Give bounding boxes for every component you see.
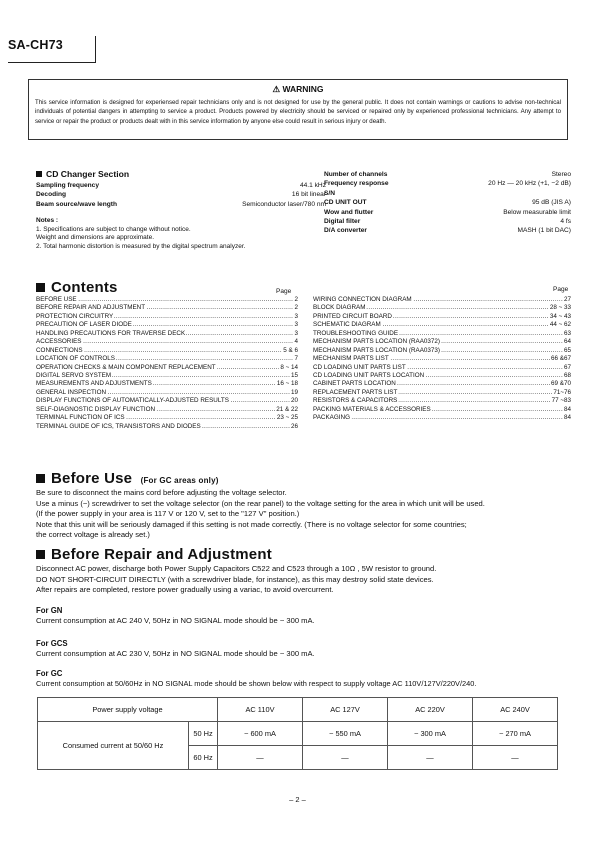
toc-item-title: PROTECTION CIRCUITRY <box>36 312 114 320</box>
toc-item-title: PACKING MATERIALS & ACCESSORIES <box>313 405 431 413</box>
spec-list-right <box>324 170 571 236</box>
contents-heading <box>36 279 118 296</box>
spec-key: Sampling frequency <box>36 182 100 189</box>
toc-item-page: 84 <box>563 414 571 422</box>
toc-item <box>313 296 571 304</box>
toc-item-title: SELF-DIAGNOSTIC DISPLAY FUNCTION <box>36 405 156 413</box>
toc-item-page: 71~76 <box>553 388 571 396</box>
toc-item-page: 4 <box>294 338 298 346</box>
table-cell: ~ 300 mA <box>388 722 473 746</box>
toc-item-page: 16 ~ 18 <box>276 380 298 388</box>
spec-notes <box>36 217 326 251</box>
toc-item <box>313 397 571 405</box>
toc-item <box>36 406 298 414</box>
spec-row <box>36 190 326 199</box>
header-rule-vertical <box>95 36 96 62</box>
header-rule-horizontal <box>8 62 96 63</box>
toc-item <box>36 355 298 363</box>
table-header-label: Power supply voltage <box>38 698 218 722</box>
spec-key: D/A converter <box>324 227 367 235</box>
paragraph-line: DO NOT SHORT-CIRCUIT DIRECTLY (with a screwdriver blade, for instance), as this may destroy solid state devices. <box>36 574 434 584</box>
toc-item-page: 77 ~83 <box>551 397 571 405</box>
toc-item-title: CABINET PARTS LOCATION <box>313 380 396 388</box>
toc-item <box>313 389 571 397</box>
spec-value: MASH (1 bit DAC) <box>517 227 571 235</box>
toc-item-title: ACCESSORIES <box>36 338 82 346</box>
toc-item-title: CONNECTIONS <box>36 346 83 354</box>
page-number: – 2 – <box>289 795 306 804</box>
toc-item-page: 5 & 6 <box>283 346 298 354</box>
toc-list-right <box>313 296 571 423</box>
paragraph-line: the correct voltage is already set.) <box>36 530 150 540</box>
note-line: Weight and dimensions are approximate. <box>36 234 155 242</box>
toc-item <box>36 380 298 388</box>
table-row <box>38 722 558 746</box>
toc-item <box>36 364 298 372</box>
spec-row <box>324 170 571 179</box>
toc-item-title: SCHEMATIC DIAGRAM <box>313 321 381 329</box>
toc-item <box>313 406 571 414</box>
toc-item-page: 2 <box>294 296 298 303</box>
toc-item <box>313 372 571 380</box>
toc-item-title: OPERATION CHECKS & MAIN COMPONENT REPLACEMENT <box>36 363 216 371</box>
spec-row <box>36 200 326 209</box>
toc-item-title: TERMINAL FUNCTION OF ICS <box>36 414 125 422</box>
toc-item-page: 21 & 22 <box>276 405 298 413</box>
toc-item-title: MECHANISM PARTS LIST <box>313 355 389 363</box>
spec-key: Decoding <box>36 191 67 199</box>
toc-item <box>36 313 298 321</box>
toc-item-title: WIRING CONNECTION DIAGRAM <box>313 296 412 303</box>
toc-item <box>36 321 298 329</box>
toc-item <box>313 364 571 372</box>
toc-item <box>36 372 298 380</box>
spec-row <box>324 208 571 217</box>
toc-item-page: 7 <box>294 355 298 363</box>
table-cell: — <box>218 746 303 770</box>
bullet-square-icon <box>36 474 45 483</box>
toc-item-page: 28 ~ 33 <box>549 304 571 312</box>
toc-item-title: DISPLAY FUNCTIONS OF AUTOMATICALLY-ADJUSTED RESULTS <box>36 397 229 405</box>
toc-item <box>313 321 571 329</box>
table-cell: — <box>388 746 473 770</box>
toc-item-page: 69 &70 <box>551 380 571 388</box>
table-header-voltage: AC 220V <box>388 698 473 722</box>
toc-item-page: 34 ~ 43 <box>549 312 571 320</box>
toc-item-title: MECHANISM PARTS LOCATION (RAA0373) <box>313 346 441 354</box>
toc-item <box>36 423 298 431</box>
toc-item <box>36 347 298 355</box>
spec-value: 95 dB (JIS A) <box>532 199 571 207</box>
spec-key: Digital filter <box>324 218 361 225</box>
toc-item-page: 2 <box>294 304 298 312</box>
spec-list-left <box>36 181 326 211</box>
toc-item-title: TROUBLESHOOTING GUIDE <box>313 329 399 337</box>
toc-item <box>313 313 571 321</box>
gcs-heading: For GCS <box>36 639 68 648</box>
table-header-voltage: AC 127V <box>303 698 388 722</box>
spec-value: 44.1 kHz <box>299 182 326 189</box>
toc-item-page: 64 <box>563 338 571 346</box>
table-cell: ~ 270 mA <box>473 722 558 746</box>
toc-item-title: BEFORE REPAIR AND ADJUSTMENT <box>36 304 146 312</box>
toc-item-page: 19 <box>290 388 298 396</box>
spec-value: 16 bit linear <box>291 191 326 199</box>
spec-value: Semiconductor laser/780 nm <box>242 200 326 208</box>
bullet-square-icon <box>36 171 42 177</box>
spec-row <box>324 198 571 207</box>
toc-item-page: 68 <box>563 371 571 379</box>
toc-item-page: 27 <box>563 296 571 303</box>
model-title: SA-CH73 <box>8 38 63 52</box>
bullet-square-icon <box>36 283 45 292</box>
spec-row <box>324 189 571 198</box>
toc-item-title: DIGITAL SERVO SYSTEM <box>36 371 112 379</box>
toc-item-page: 26 <box>290 422 298 430</box>
gn-text: Current consumption at AC 240 V, 50Hz in NO SIGNAL mode should be ~ 300 mA. <box>36 616 315 625</box>
current-consumption-table <box>37 697 558 770</box>
table-cell: ~ 600 mA <box>218 722 303 746</box>
toc-item-title: PRINTED CIRCUIT BOARD <box>313 312 392 320</box>
spec-value: 4 fs <box>560 218 571 225</box>
toc-item <box>36 330 298 338</box>
spec-value: 20 Hz — 20 kHz (+1, −2 dB) <box>488 180 571 188</box>
paragraph-line: Disconnect AC power, discharge both Power Supply Capacitors C522 and C523 through a 10Ω , 5W resistor to ground. <box>36 564 437 573</box>
before-use-text <box>36 488 576 541</box>
toc-item <box>36 397 298 405</box>
toc-item-page: 63 <box>563 329 571 337</box>
toc-item-title: CD LOADING UNIT PARTS LOCATION <box>313 371 425 379</box>
toc-item-title: HANDLING PRECAUTIONS FOR TRAVERSE DECK <box>36 329 186 337</box>
table-header-voltage: AC 110V <box>218 698 303 722</box>
toc-item-page: 3 <box>294 321 298 329</box>
toc-item-page: 67 <box>563 363 571 371</box>
gcs-text: Current consumption at AC 230 V, 50Hz in NO SIGNAL mode should be ~ 300 mA. <box>36 649 315 658</box>
toc-item-title: MECHANISM PARTS LOCATION (RAA0372) <box>313 338 441 346</box>
paragraph-line: After repairs are completed, restore power gradually using a variac, to avoid overcurrent. <box>36 585 334 595</box>
toc-item <box>313 414 571 422</box>
table-cell: — <box>303 746 388 770</box>
before-repair-heading <box>36 546 272 563</box>
warning-text: This service information is designed for experiensed repair technicians only and is not designed for use by the general public. It does not contain warnings or cautions to advise non-technical individuals of potential dangers in attempting to service a product. Products powered by electricity should be serviced or repaired only by experienced professional technicians. Any attempt to service or repair the product or products dealt with in this service information by anyone else could result in serious injury or death. <box>35 99 561 125</box>
contents-page-label-left: Page <box>276 288 292 295</box>
spec-row <box>324 217 571 226</box>
toc-item-page: 15 <box>290 371 298 379</box>
paragraph-line: Use a minus (−) screwdriver to set the voltage selector (on the rear panel) to the voltage setting for the area in which unit will be used. <box>36 498 485 508</box>
table-row-label: Consumed current at 50/60 Hz <box>38 722 189 770</box>
before-repair-text <box>36 564 576 596</box>
toc-item-page: 3 <box>294 312 298 320</box>
toc-item-title: REPLACEMENT PARTS LIST <box>313 388 398 396</box>
spec-key: Wow and flutter <box>324 208 374 216</box>
note-line: 2. Total harmonic distortion is measured by the digital spectrum analyzer. <box>36 242 246 250</box>
toc-item <box>36 304 298 312</box>
gn-heading: For GN <box>36 606 63 615</box>
spec-key: S/N <box>324 189 335 197</box>
spec-row <box>324 179 571 188</box>
spec-key: Number of channels <box>324 171 388 178</box>
spec-key: CD UNIT OUT <box>324 199 367 207</box>
spec-value: Below measurable limit <box>503 208 571 216</box>
before-use-title: Before Use <box>51 470 133 487</box>
toc-item-title: RESISTORS & CAPACITORS <box>313 397 398 405</box>
toc-item-page: 20 <box>290 397 298 405</box>
before-use-heading <box>36 470 219 487</box>
toc-item <box>313 347 571 355</box>
table-freq-cell: 60 Hz <box>189 746 218 770</box>
contents-title: Contents <box>51 279 118 296</box>
table-cell: ~ 550 mA <box>303 722 388 746</box>
toc-item <box>313 355 571 363</box>
toc-item <box>313 338 571 346</box>
before-use-subtitle: (For GC areas only) <box>140 476 219 485</box>
toc-item-page: 66 &67 <box>551 355 571 363</box>
warning-title: ⚠ WARNING <box>272 84 324 94</box>
toc-item-title: CD LOADING UNIT PARTS LIST <box>313 363 406 371</box>
table-cell: — <box>473 746 558 770</box>
toc-item <box>36 296 298 304</box>
toc-item-page: 84 <box>563 405 571 413</box>
spec-row <box>324 226 571 235</box>
paragraph-line: Note that this unit will be seriously damaged if this setting is not made correctly. (There is no voltage selector for some countries; <box>36 519 467 529</box>
paragraph-line: (If the power supply in your area is 117 V or 120 V, set to the "127 V" position.) <box>36 509 300 519</box>
warning-box <box>28 79 568 140</box>
note-line: 1. Specifications are subject to change without notice. <box>36 225 191 233</box>
toc-list-left <box>36 296 298 431</box>
spec-key: Beam source/wave length <box>36 200 117 208</box>
contents-page-label-right: Page <box>553 286 569 293</box>
toc-item-page: 65 <box>563 346 571 354</box>
toc-item <box>36 389 298 397</box>
spec-key: Frequency response <box>324 180 389 188</box>
table-header-row <box>38 698 558 722</box>
toc-item-page: 3 <box>294 329 298 337</box>
toc-item-title: LOCATION OF CONTROLS <box>36 355 115 363</box>
toc-item-page: 23 ~ 25 <box>276 414 298 422</box>
cd-changer-heading <box>36 169 129 179</box>
gc-text: Current consumption at 50/60Hz in NO SIGNAL mode should be shown below with respect to supply voltage AC 110V/127V/220V/240. <box>36 679 477 688</box>
notes-title: Notes : <box>36 217 59 224</box>
table-freq-cell: 50 Hz <box>189 722 218 746</box>
bullet-square-icon <box>36 550 45 559</box>
toc-item-title: MEASUREMENTS AND ADJUSTMENTS <box>36 380 152 388</box>
toc-item-page: 8 ~ 14 <box>280 363 298 371</box>
spec-value: Stereo <box>551 171 571 178</box>
toc-item <box>313 380 571 388</box>
toc-item-title: BLOCK DIAGRAM <box>313 304 366 312</box>
before-repair-title: Before Repair and Adjustment <box>51 546 272 563</box>
toc-item <box>36 338 298 346</box>
toc-item-page: 44 ~ 62 <box>549 321 571 329</box>
toc-item <box>313 304 571 312</box>
toc-item-title: GENERAL INSPECTION <box>36 388 107 396</box>
paragraph-line: Be sure to disconnect the mains cord before adjusting the voltage selector. <box>36 488 287 497</box>
toc-item-title: PACKAGING <box>313 414 350 422</box>
cd-changer-title: CD Changer Section <box>46 169 130 179</box>
toc-item-title: PRECAUTION OF LASER DIODE <box>36 321 132 329</box>
gc-heading: For GC <box>36 669 63 678</box>
table-header-voltage: AC 240V <box>473 698 558 722</box>
toc-item <box>313 330 571 338</box>
spec-row <box>36 181 326 190</box>
toc-item-title: BEFORE USE <box>36 296 77 303</box>
toc-item-title: TERMINAL GUIDE OF ICS, TRANSISTORS AND DIODES <box>36 422 201 430</box>
toc-item <box>36 414 298 422</box>
